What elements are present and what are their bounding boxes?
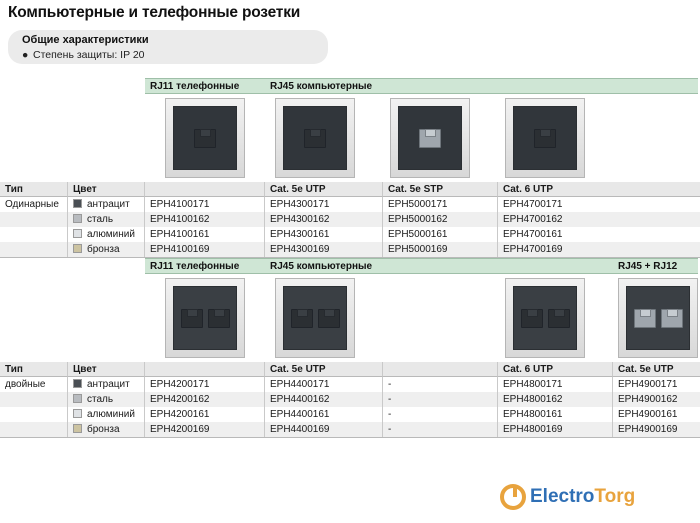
cell-code: EPH4200169 (145, 422, 265, 437)
cell-color-label: бронза (87, 424, 120, 435)
cell-code: - (383, 407, 498, 422)
color-chip-icon (73, 214, 82, 223)
cell-code: EPH4700162 (498, 212, 700, 227)
logo-text-electro: Electro (530, 486, 595, 507)
cell-code: EPH4800171 (498, 377, 613, 392)
cell-color (68, 197, 145, 212)
cell-code: EPH4100162 (145, 212, 265, 227)
color-chip-icon (73, 229, 82, 238)
cell-code: - (383, 422, 498, 437)
socket-face (173, 106, 237, 170)
jack-pair (291, 309, 340, 328)
table-row (0, 422, 700, 437)
cell-color (68, 392, 145, 407)
socket-face (173, 286, 237, 350)
cell-color (68, 227, 145, 242)
socket-face (283, 106, 347, 170)
rj45-jack-icon (534, 129, 556, 148)
cell-color-label: антрацит (87, 199, 130, 210)
color-chip-icon (73, 424, 82, 433)
socket-image-rj45-cat6-utp-double (505, 278, 585, 358)
cell-code: EPH4300171 (265, 197, 383, 212)
cell-code: - (383, 392, 498, 407)
cell-code: EPH4800161 (498, 407, 613, 422)
rj11-jack-icon (181, 309, 203, 328)
socket-image-rj45-cat5e-utp-single (275, 98, 355, 178)
socket-image-rj45-cat5e-utp-double (275, 278, 355, 358)
cell-code: EPH4900162 (613, 392, 700, 407)
cell-type (0, 227, 68, 242)
table-row (0, 377, 700, 392)
col-header-type: Тип (0, 182, 68, 197)
rj45-jack-icon (634, 309, 656, 328)
table-row (0, 392, 700, 407)
rj45-jack-icon (318, 309, 340, 328)
col-header-cat-6-utp: Cat. 6 UTP (498, 362, 613, 377)
rj12-jack-icon (661, 309, 683, 328)
table-header-row-single (0, 182, 700, 197)
col-header-color: Цвет (68, 362, 145, 377)
cell-type: двойные (0, 377, 68, 392)
rj11-jack-icon (208, 309, 230, 328)
electrotorg-logo (500, 482, 690, 514)
rj45-jack-icon (521, 309, 543, 328)
socket-face (626, 286, 690, 350)
cell-code: EPH4200161 (145, 407, 265, 422)
cell-type (0, 392, 68, 407)
cell-code: EPH4300169 (265, 242, 383, 257)
table-row (0, 197, 700, 212)
table-row (0, 227, 700, 242)
cell-color (68, 407, 145, 422)
col-header-color: Цвет (68, 182, 145, 197)
col-header-cat-rj11 (145, 362, 265, 377)
socket-image-rj11-single (165, 98, 245, 178)
table-row (0, 407, 700, 422)
socket-image-rj45-rj12 (618, 278, 698, 358)
image-strip-double (0, 274, 700, 362)
group-header-rj11-single: RJ11 телефонные (145, 78, 265, 94)
cell-color-label: сталь (87, 394, 114, 405)
cell-color-label: бронза (87, 244, 120, 255)
page-title: Компьютерные и телефонные розетки (8, 4, 301, 21)
cell-code: - (383, 377, 498, 392)
cell-code: EPH4200171 (145, 377, 265, 392)
cell-color (68, 242, 145, 257)
cell-code: EPH4200162 (145, 392, 265, 407)
cell-code: EPH4400169 (265, 422, 383, 437)
table-row (0, 242, 700, 257)
cell-code: EPH4700161 (498, 227, 700, 242)
rj45-jack-icon (419, 129, 441, 148)
group-header-rj45-single: RJ45 компьютерные (265, 78, 698, 94)
cell-color (68, 422, 145, 437)
socket-face (513, 286, 577, 350)
rj45-jack-icon (291, 309, 313, 328)
cell-type (0, 212, 68, 227)
col-header-cat-5e-stp: Cat. 5e STP (383, 182, 498, 197)
cell-code: EPH4700169 (498, 242, 700, 257)
cell-color (68, 212, 145, 227)
specs-item (22, 49, 145, 61)
jack-pair (181, 309, 230, 328)
logo-text (530, 486, 635, 508)
socket-image-rj11-double (165, 278, 245, 358)
cell-code: EPH4900161 (613, 407, 700, 422)
cell-code: EPH5000171 (383, 197, 498, 212)
col-header-cat-6-utp: Cat. 6 UTP (498, 182, 700, 197)
cell-code: EPH4800162 (498, 392, 613, 407)
cell-type (0, 242, 68, 257)
socket-face (398, 106, 462, 170)
cell-type (0, 407, 68, 422)
cell-type: Одинарные (0, 197, 68, 212)
col-header-cat-5e-utp: Cat. 5e UTP (265, 182, 383, 197)
cell-type (0, 422, 68, 437)
cell-code: EPH5000161 (383, 227, 498, 242)
group-header-rj45-rj12: RJ45 + RJ12 (613, 258, 698, 274)
bullet-icon: ● (22, 49, 29, 61)
cell-color-label: сталь (87, 214, 114, 225)
cell-color-label: алюминий (87, 229, 135, 240)
specs-item-label: Степень защиты: IP 20 (33, 49, 145, 61)
cell-color (68, 377, 145, 392)
image-strip-single (0, 94, 700, 182)
col-header-type: Тип (0, 362, 68, 377)
logo-text-torg: Torg (594, 486, 636, 507)
color-chip-icon (73, 244, 82, 253)
cell-code: EPH4100161 (145, 227, 265, 242)
socket-image-rj45-cat5e-stp-single (390, 98, 470, 178)
cell-code: EPH4700171 (498, 197, 700, 212)
general-specs-box (8, 30, 328, 64)
jack-pair (521, 309, 570, 328)
group-header-rj11-double: RJ11 телефонные (145, 258, 265, 274)
color-chip-icon (73, 394, 82, 403)
cell-code: EPH5000169 (383, 242, 498, 257)
table-bottom-divider (0, 437, 700, 438)
table-header-row-double (0, 362, 700, 377)
col-header-cat-5e-utp: Cat. 5e UTP (265, 362, 383, 377)
group-header-rj45-double: RJ45 компьютерные (265, 258, 613, 274)
cell-code: EPH4900169 (613, 422, 700, 437)
cell-color-label: алюминий (87, 409, 135, 420)
specs-heading: Общие характеристики (22, 34, 149, 46)
color-chip-icon (73, 199, 82, 208)
cell-code: EPH5000162 (383, 212, 498, 227)
jack-pair (634, 309, 683, 328)
col-header-cat-empty (383, 362, 498, 377)
cell-color-label: антрацит (87, 379, 130, 390)
table-row (0, 212, 700, 227)
cell-code: EPH4300161 (265, 227, 383, 242)
socket-face (283, 286, 347, 350)
cell-code: EPH4400171 (265, 377, 383, 392)
cell-code: EPH4400162 (265, 392, 383, 407)
cell-code: EPH4300162 (265, 212, 383, 227)
cell-code: EPH4100169 (145, 242, 265, 257)
cell-code: EPH4800169 (498, 422, 613, 437)
rj11-jack-icon (194, 129, 216, 148)
rj45-jack-icon (548, 309, 570, 328)
rj45-jack-icon (304, 129, 326, 148)
power-icon (500, 484, 526, 510)
cell-code: EPH4400161 (265, 407, 383, 422)
col-header-cat-rj11 (145, 182, 265, 197)
color-chip-icon (73, 379, 82, 388)
cell-code: EPH4100171 (145, 197, 265, 212)
color-chip-icon (73, 409, 82, 418)
col-header-cat-5e-utp-combo: Cat. 5e UTP (613, 362, 700, 377)
socket-face (513, 106, 577, 170)
socket-image-rj45-cat6-utp-single (505, 98, 585, 178)
cell-code: EPH4900171 (613, 377, 700, 392)
